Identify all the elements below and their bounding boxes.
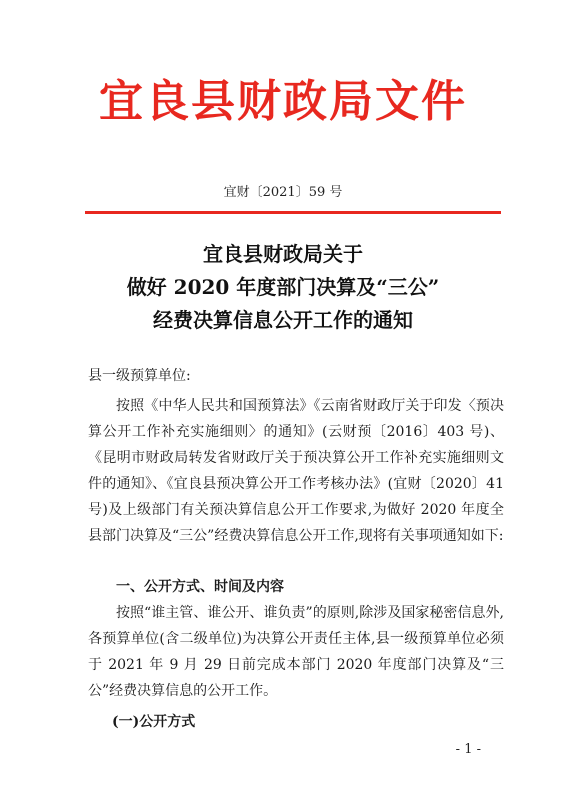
body-paragraph-2: 按照“谁主管、谁公开、谁负责”的原则,除涉及国家秘密信息外,各预算单位(含二级单位)为决算公开责任主体,县一级预算单位必须于 2021 年 9 月 29 日前完成本部门 2020 年度部门决算及“三公”经费决算信息的公开工作。	[88, 605, 504, 699]
notice-title-line-3: 经费决算信息公开工作的通知	[153, 308, 413, 332]
salutation: 县一级预算单位:	[88, 368, 191, 384]
red-separator-line	[85, 211, 501, 214]
masthead-title: 宜良县财政局文件	[99, 76, 467, 127]
subsection-heading-1: (一)公开方式	[112, 714, 196, 730]
notice-title-line-2: 做好 2020 年度部门决算及“三公”	[126, 275, 440, 299]
page-number: - 1 -	[455, 742, 481, 757]
section-heading-1: 一、公开方式、时间及内容	[116, 579, 284, 595]
document-number: 宜财〔2021〕59 号	[223, 185, 343, 200]
body-paragraph-1: 按照《中华人民共和国预算法》《云南省财政厅关于印发〈预决算公开工作补充实施细则〉的通知》(云财预〔2016〕403 号)、《昆明市财政局转发省财政厅关于预决算公开工作补充实施细则文件的通知》、《宜良县预决算公开工作考核办法》(宜财〔2020〕41 号)及上级部门有关预决算信息公开工作要求,为做好 2020 年度全县部门决算及“三公”经费决算信息公开工作,现将有关事项通知如下:	[88, 398, 504, 544]
notice-title-line-1: 宜良县财政局关于	[203, 242, 363, 266]
